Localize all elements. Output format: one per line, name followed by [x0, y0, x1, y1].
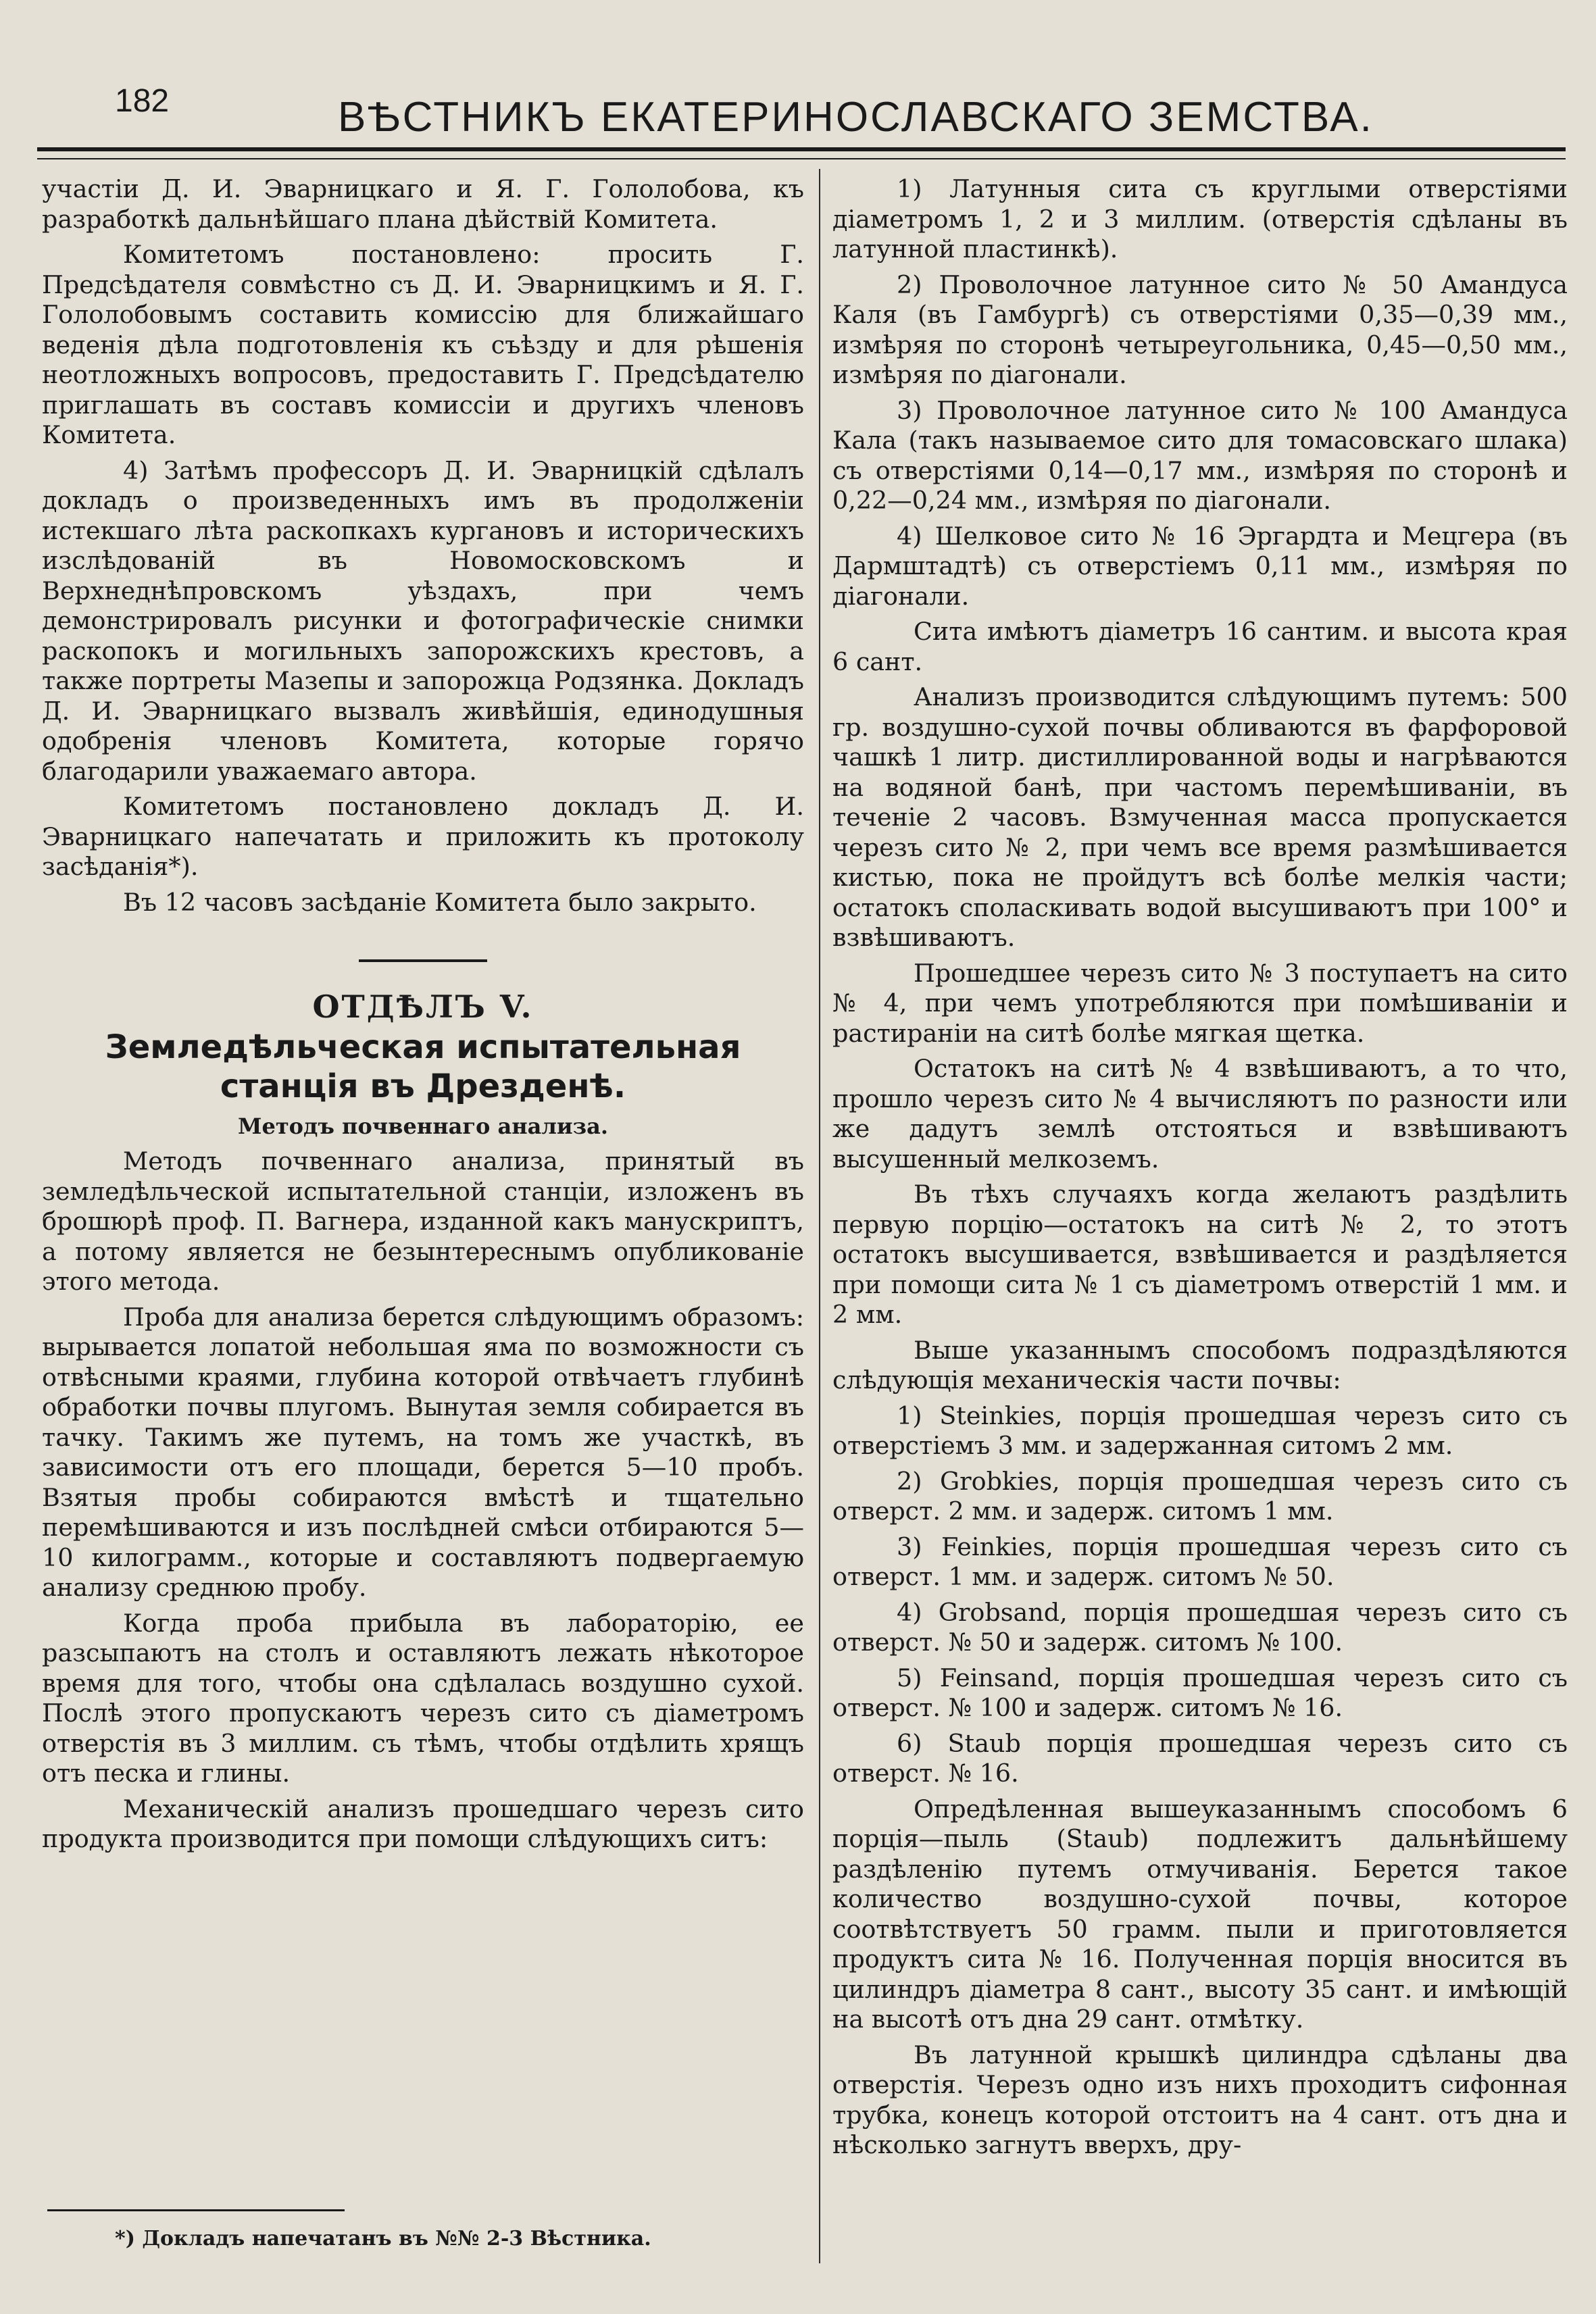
- paragraph: Въ латунной крышкѣ цилиндра сдѣланы два отверстія. Черезъ одно изъ нихъ проходитъ сифонная трубка, конецъ которой отстоитъ на 4 сант. отъ дна и нѣсколько загнутъ вверхъ, дру-: [832, 2040, 1568, 2159]
- paragraph: Комитетомъ постановлено докладъ Д. И. Эварницкаго напечатать и приложить къ протоколу засѣданія*).: [42, 792, 804, 881]
- paragraph: Анализъ производится слѣдующимъ путемъ: 500 гр. воздушно-сухой почвы обливаются въ фарфоровой чашкѣ 1 литр. дистиллированной воды и нагрѣваются на водяной банѣ, при частомъ перемѣшиваніи, въ теченіе 2 часовъ. Взмученная масса пропускается черезъ сито № 2, при чемъ все время размѣшивается кистью, пока не пройдутъ всѣ болѣе мелкія части; остатокъ споласкивать водой высушиваютъ при 100° и взвѣшиваютъ.: [832, 682, 1568, 952]
- paragraph: Выше указаннымъ способомъ подраздѣляются слѣдующія механическія части почвы:: [832, 1335, 1568, 1394]
- paragraph: Опредѣленная вышеуказаннымъ способомъ 6 порція—пыль (Staub) подлежитъ дальнѣйшему раздѣленію путемъ отмучиванія. Берется такое количество воздушно-сухой почвы, которое соотвѣтствуетъ 50 грамм. пыли и приготовляется продуктъ сита № 16. Полученная порція вносится въ цилиндръ діаметра 8 сант., высоту 35 сант. и имѣющій на высотѣ отъ дна 29 сант. отмѣтку.: [832, 1794, 1568, 2034]
- list-item: 1) Латунныя сита съ круглыми отверстіями діаметромъ 1, 2 и 3 миллим. (отверстія сдѣланы въ латунной пластинкѣ).: [832, 174, 1568, 263]
- section-title: ОТДѢЛЪ V.: [312, 988, 534, 1025]
- paragraph: Методъ почвеннаго анализа, принятый въ земледѣльческой испытательной станціи, изложенъ въ брошюрѣ проф. П. Вагнера, изданной какъ манускриптъ, а потому является не безынтереснымъ опубликованіе этого метода.: [42, 1147, 804, 1296]
- list-item: 1) Steinkies, порція прошедшая черезъ сито съ отверстіемъ 3 мм. и задержанная ситомъ 2 мм.: [832, 1401, 1568, 1460]
- list-item: 4) Grobsand, порція прошедшая черезъ сито съ отверст. № 50 и задерж. ситомъ № 100.: [832, 1597, 1568, 1657]
- list-item: 2) Проволочное латунное сито № 50 Амандуса Каля (въ Гамбургѣ) съ отверстіями 0,35—0,39 мм., измѣряя по сторонѣ четыреугольника, 0,45—0,50 мм., измѣряя по діагонали.: [832, 270, 1568, 389]
- header-rule: [37, 147, 1566, 159]
- running-title: ВѢСТНИКЪ ЕКАТЕРИНОСЛАВСКАГО ЗЕМСТВА.: [338, 94, 1374, 141]
- column-divider: [819, 169, 820, 2263]
- paragraph: Сита имѣютъ діаметръ 16 сантим. и высота края 6 сант.: [832, 617, 1568, 676]
- page-number: 182: [115, 83, 170, 119]
- article-subheading: Методъ почвеннаго анализа.: [238, 1113, 608, 1139]
- list-item: 3) Проволочное латунное сито № 100 Амандуса Кала (такъ называемое сито для томасовскаго шлака) съ отверстіями 0,14—0,17 мм., измѣряя по сторонѣ и 0,22—0,24 мм., измѣряя по діагонали.: [832, 395, 1568, 515]
- footnote-rule: [47, 2209, 345, 2211]
- paragraph: Въ 12 часовъ засѣданіе Комитета было закрыто.: [123, 887, 757, 917]
- paragraph: Комитетомъ постановлено: просить Г. Предсѣдателя совмѣстно съ Д. И. Эварницкимъ и Я. Г. Гололобовымъ составить комиссію для ближайшаго веденія дѣла подготовленія къ съѣзду и для рѣшенія неотложныхъ вопросовъ, предоставить Г. Предсѣдателю приглашать въ составъ комиссіи и другихъ членовъ Комитета.: [42, 240, 804, 449]
- paragraph: Въ тѣхъ случаяхъ когда желаютъ раздѣлить первую порцію—остатокъ на ситѣ № 2, то этотъ остатокъ высушивается, взвѣшивается и раздѣляется при помощи сита № 1 съ діаметромъ отверстій 1 мм. и 2 мм.: [832, 1180, 1568, 1329]
- article-title: Земледѣльческая испытательная станція въ Дрезденѣ.: [105, 1028, 741, 1105]
- list-item: 2) Grobkies, порція прошедшая черезъ сито съ отверст. 2 мм. и задерж. ситомъ 1 мм.: [832, 1466, 1568, 1526]
- list-item: 6) Staub порція прошедшая черезъ сито съ отверст. № 16.: [832, 1728, 1568, 1788]
- list-item: 3) Feinkies, порція прошедшая черезъ сито съ отверст. 1 мм. и задерж. ситомъ № 50.: [832, 1532, 1568, 1591]
- left-column: [42, 174, 804, 1860]
- list-item: 4) Шелковое сито № 16 Эргардта и Мецгера (въ Дармштадтѣ) съ отверстіемъ 0,11 мм., измѣряя по діагонали.: [832, 521, 1568, 611]
- page-header: [41, 74, 1562, 142]
- paragraph: Когда проба прибыла въ лабораторію, ее разсыпаютъ на столъ и оставляютъ лежать нѣкоторое время для того, чтобы она сдѣлалась воздушно сухой. Послѣ этого пропускаютъ черезъ сито съ діаметромъ отверстія въ 3 миллим. съ тѣмъ, чтобы отдѣлить хрящъ отъ песка и глины.: [42, 1608, 804, 1788]
- paragraph: участіи Д. И. Эварницкаго и Я. Г. Гололобова, къ разработкѣ дальнѣйшаго плана дѣйствій Комитета.: [42, 174, 804, 234]
- paragraph: Проба для анализа берется слѣдующимъ образомъ: вырывается лопатой небольшая яма по возможности съ отвѣсными краями, глубина которой отвѣчаетъ глубинѣ обработки почвы плугомъ. Вынутая земля собирается въ тачку. Такимъ же путемъ, на томъ же участкѣ, въ зависимости отъ его площади, берется 5—10 пробъ. Взятыя пробы собираются вмѣстѣ и тщательно перемѣшиваются и изъ послѣдней смѣси отбираются 5—10 килограмм., которые и составляютъ подвергаемую анализу среднюю пробу.: [42, 1302, 804, 1602]
- section-rule: [359, 959, 487, 962]
- paragraph: 4) Затѣмъ профессоръ Д. И. Эварницкій сдѣлалъ докладъ о произведенныхъ имъ въ продолженіи истекшаго лѣта раскопкахъ кургановъ и историческихъ изслѣдованій въ Новомосковскомъ и Верхнеднѣпровскомъ уѣздахъ, при чемъ демонстрировалъ рисунки и фотографическіе снимки раскопокъ и могильныхъ запорожскихъ крестовъ, а также портреты Мазепы и запорожца Родзянка. Докладъ Д. И. Эварницкаго вызвалъ живѣйшія, единодушныя одобренія членовъ Комитета, которые горячо благодарили уважаемаго автора.: [42, 455, 804, 786]
- footnote: *) Докладъ напечатанъ въ №№ 2-3 Вѣстника.: [115, 2227, 651, 2250]
- paragraph: Остатокъ на ситѣ № 4 взвѣшиваютъ, а то что, прошло черезъ сито № 4 вычисляютъ по разности или же дадутъ землѣ отстояться и взвѣшиваютъ высушенный мелкоземъ.: [832, 1054, 1568, 1174]
- paragraph: Прошедшее черезъ сито № 3 поступаетъ на сито № 4, при чемъ употребляются при помѣшиваніи и растираніи на ситѣ болѣе мягкая щетка.: [832, 958, 1568, 1048]
- list-item: 5) Feinsand, порція прошедшая черезъ сито съ отверст. № 100 и задерж. ситомъ № 16.: [832, 1663, 1568, 1722]
- right-column: [832, 174, 1568, 2166]
- paragraph: Механическій анализъ прошедшаго черезъ сито продукта производится при помощи слѣдующихъ ситъ:: [42, 1794, 804, 1853]
